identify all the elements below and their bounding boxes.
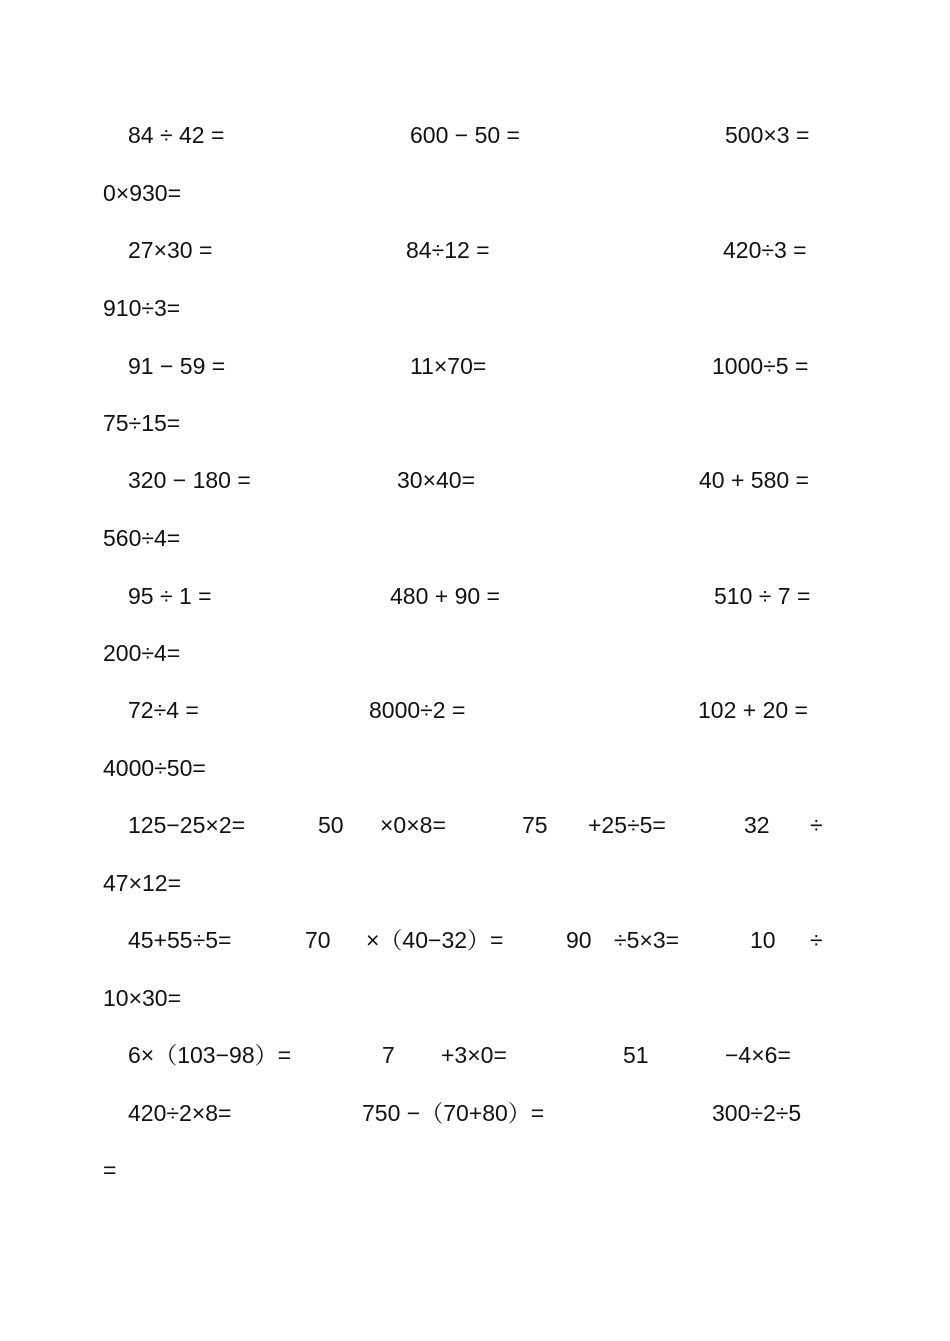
math-problem-fragment: 70 — [305, 927, 331, 953]
math-problem: 300÷2÷5 — [712, 1100, 802, 1126]
math-problem-fragment: 75 — [522, 812, 548, 838]
math-problem-fragment: 51 — [623, 1042, 649, 1068]
problem-row — [0, 805, 950, 845]
math-problem: 750 −（70+80）= — [362, 1100, 545, 1126]
math-problem: 102 + 20 = — [698, 697, 808, 723]
math-problem-fragment: ×0×8= — [380, 812, 446, 838]
math-problem: 11×70= — [410, 353, 487, 379]
math-problem-fragment: ÷ — [810, 927, 823, 953]
math-problem: 27×30 = — [128, 237, 213, 263]
math-problem: 420÷3 = — [723, 237, 807, 263]
math-problem: 125−25×2= — [128, 812, 246, 838]
math-problem: 91 − 59 = — [128, 353, 226, 379]
math-problem-fragment: 7 — [382, 1042, 395, 1068]
math-problem-fragment: +3×0= — [441, 1042, 507, 1068]
problem-row — [0, 115, 950, 155]
problem-row — [0, 288, 950, 328]
math-problem: 75÷15= — [103, 410, 181, 436]
math-problem: 45+55÷5= — [128, 927, 232, 953]
problem-row — [0, 633, 950, 673]
problem-row — [0, 403, 950, 443]
math-problem: 910÷3= — [103, 295, 181, 321]
math-problem: 30×40= — [397, 467, 476, 493]
math-problem: 4000÷50= — [103, 755, 206, 781]
problem-row — [0, 690, 950, 730]
math-problem-fragment: = — [103, 1157, 117, 1183]
problem-row — [0, 1150, 950, 1190]
problem-row — [0, 230, 950, 270]
problem-row — [0, 173, 950, 213]
math-problem: 72÷4 = — [128, 697, 199, 723]
math-problem: 8000÷2 = — [369, 697, 466, 723]
problem-row — [0, 346, 950, 386]
problem-row — [0, 920, 950, 960]
math-problem-fragment: ÷ — [810, 812, 823, 838]
math-problem: 480 + 90 = — [390, 583, 500, 609]
math-problem-fragment: +25÷5= — [588, 812, 666, 838]
math-problem-fragment: ÷5×3= — [614, 927, 680, 953]
problem-row — [0, 460, 950, 500]
problem-row — [0, 576, 950, 616]
math-problem-fragment: −4×6= — [725, 1042, 791, 1068]
math-problem: 320 − 180 = — [128, 467, 251, 493]
math-problem: 510 ÷ 7 = — [714, 583, 811, 609]
problem-row — [0, 1035, 950, 1075]
math-problem: 84÷12 = — [406, 237, 490, 263]
problem-row — [0, 863, 950, 903]
problem-row — [0, 978, 950, 1018]
math-problem: 95 ÷ 1 = — [128, 583, 212, 609]
math-problem: 84 ÷ 42 = — [128, 122, 225, 148]
math-problem: 420÷2×8= — [128, 1100, 232, 1126]
math-problem: 10×30= — [103, 985, 182, 1011]
math-problem: 6×（103−98）= — [128, 1042, 292, 1068]
math-problem-fragment: ×（40−32）= — [366, 927, 504, 953]
math-problem: 47×12= — [103, 870, 182, 896]
problem-row — [0, 518, 950, 558]
math-problem: 200÷4= — [103, 640, 181, 666]
math-problem-fragment: 32 — [744, 812, 770, 838]
math-problem: 1000÷5 = — [712, 353, 809, 379]
math-problem: 600 − 50 = — [410, 122, 520, 148]
math-problem: 560÷4= — [103, 525, 181, 551]
math-problem-fragment: 90 — [566, 927, 592, 953]
math-problem: 0×930= — [103, 180, 182, 206]
math-problem: 40 + 580 = — [699, 467, 809, 493]
problem-row — [0, 1093, 950, 1133]
problem-row — [0, 748, 950, 788]
math-problem-fragment: 10 — [750, 927, 776, 953]
math-problem: 500×3 = — [725, 122, 810, 148]
math-problem-fragment: 50 — [318, 812, 344, 838]
